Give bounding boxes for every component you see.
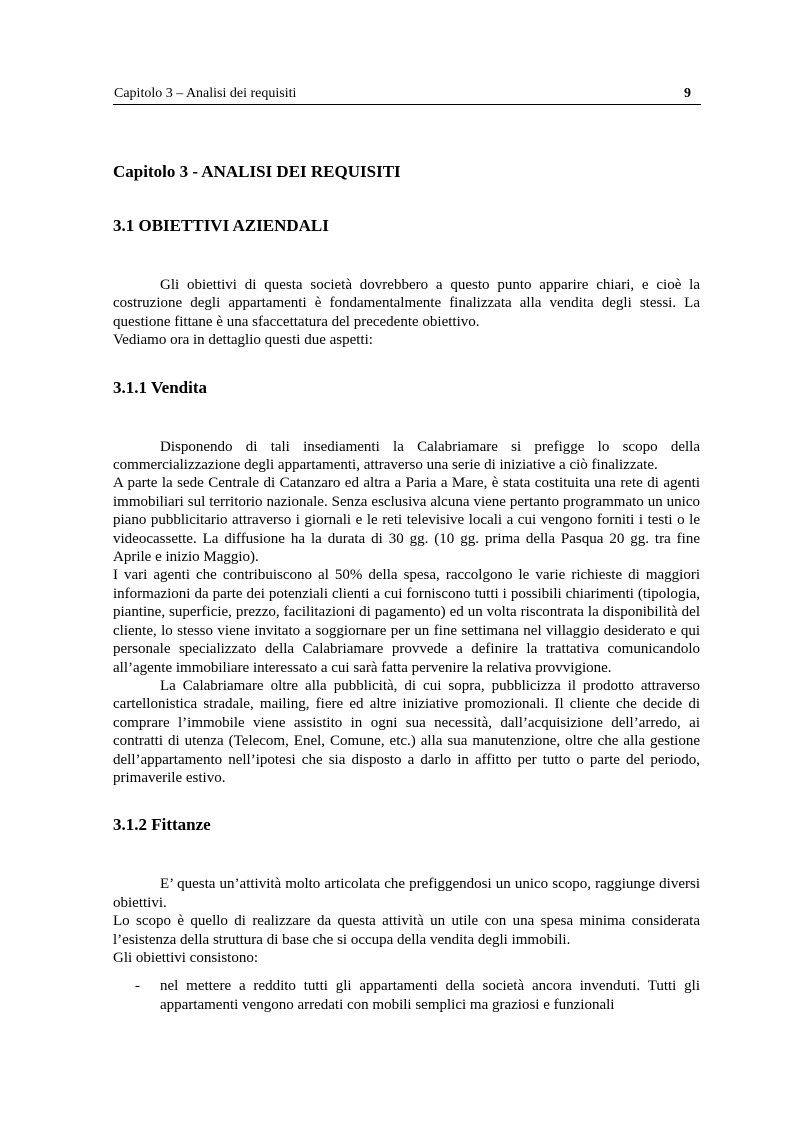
paragraph: I vari agenti che contribuiscono al 50% della spesa, raccolgono le varie richieste di maggiori informazioni da parte dei potenziali clienti a cui forniscono tutti i possibili chiarimenti (tipologia, piantine, superficie, prezzo, facilitazioni di pagamento) ed un volta riscontrata la disponibilità del cliente, lo stesso viene invitato a soggiornare per un fine settimana nel villaggio desiderato e qui personale specializzato della Calabriamare provvede a definire la trattativa comunicandolo all’agente immobiliare interessato a cui sarà fatta pervenire la relativa provvigione.: [113, 567, 700, 676]
page-number: 9: [684, 86, 691, 101]
subsection-title-vendita: 3.1.1 Vendita: [113, 377, 207, 397]
running-header: [113, 86, 701, 105]
chapter-title: Capitolo 3 - ANALISI DEI REQUISITI: [113, 162, 401, 181]
list-item-text: nel mettere a reddito tutti gli appartamenti della società ancora invenduti. Tutti gli appartamenti vengono arredati con mobili semplici ma graziosi e funzionali: [160, 978, 700, 1013]
paragraph: Gli obiettivi di questa società dovrebbero a questo punto apparire chiari, e cioè la costruzione degli appartamenti è fondamentalmente finalizzata alla vendita degli stessi. La questione fittane è una sfaccettatura del precedente obiettivo.: [113, 277, 700, 330]
header-title: Capitolo 3 – Analisi dei requisiti: [114, 86, 297, 101]
list-bullet: -: [135, 978, 140, 995]
subsection-title-fittanze: 3.1.2 Fittanze: [113, 815, 211, 835]
paragraph: La Calabriamare oltre alla pubblicità, di cui sopra, pubblicizza il prodotto attraverso cartellonistica stradale, mailing, fiere ed altre iniziative promozionali. Il cliente che decide di comprare l’immobile viene assistito in ogni sua necessità, dall’acquisizione dell’arredo, ai contratti di utenza (Telecom, Enel, Comune, etc.) alla sua manutenzione, oltre che alla gestione dell’appartamento nell’ipotesi che sia disposto a darlo in affitto per tutto o parte del periodo, primaverile estivo.: [113, 677, 700, 786]
paragraph: A parte la sede Centrale di Catanzaro ed altra a Paria a Mare, è stata costituita una rete di agenti immobiliari sul territorio nazionale. Senza esclusiva alcuna viene pertanto programmato un unico piano pubblicitario attraverso i giornali e le reti televisive locali a cui vengono forniti i testi o le videocassette. La diffusione ha la durata di 30 gg. (10 gg. prima della Pasqua 20 gg. tra fine Aprile e inizio Maggio).: [113, 475, 700, 566]
section-title: 3.1 OBIETTIVI AZIENDALI: [113, 216, 329, 235]
paragraph: E’ questa un’attività molto articolata che prefiggendosi un unico scopo, raggiunge diversi obiettivi.: [113, 876, 700, 911]
page-body: [113, 160, 700, 1014]
paragraph: Lo scopo è quello di realizzare da questa attività un utile con una spesa minima considerata l’esistenza della struttura di base che si occupa della vendita degli immobili.: [113, 913, 700, 948]
objectives-list: [113, 977, 700, 1014]
list-item: [113, 977, 700, 1014]
paragraph: Gli obiettivi consistono:: [113, 949, 258, 966]
paragraph: Disponendo di tali insediamenti la Calabriamare si prefigge lo scopo della commercializzazione degli appartamenti, attraverso una serie di iniziative a ciò finalizzate.: [113, 438, 700, 474]
paragraph: Vediamo ora in dettaglio questi due aspetti:: [113, 332, 373, 349]
